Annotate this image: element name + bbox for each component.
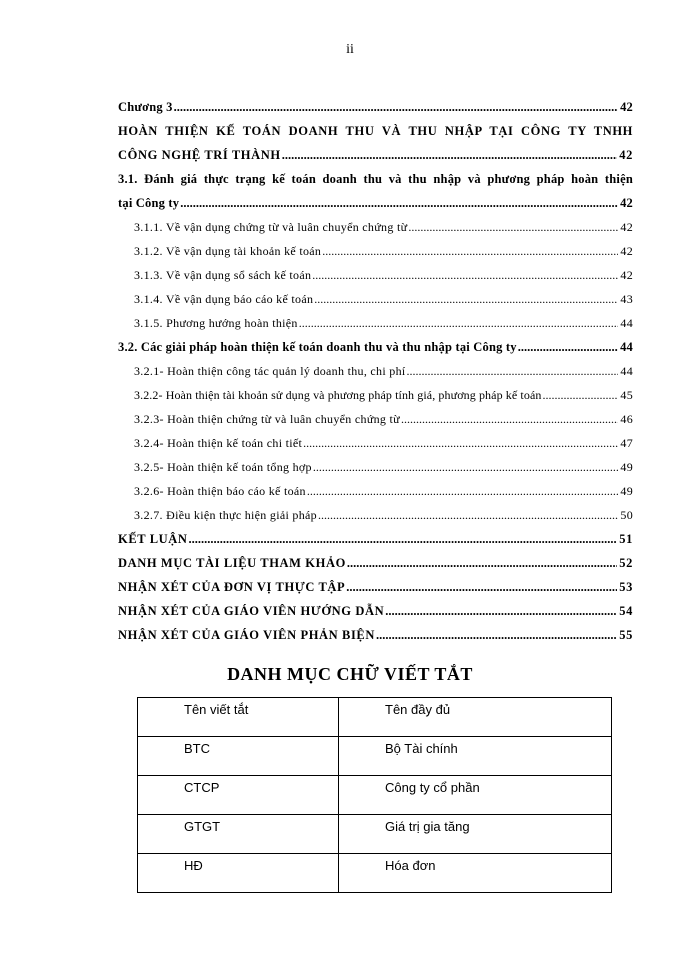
abbr-full: Hóa đơn [339,854,612,893]
toc-entry-page: 49 [620,484,633,498]
toc-entry-label: 3.2.5- Hoàn thiện kế toán tổng hợp [134,460,312,474]
toc-entry-reviewer-review[interactable] [118,623,633,647]
toc-leader-dots [518,335,618,359]
toc-leader-dots [385,599,617,623]
toc-entry-supervisor-review[interactable] [118,599,633,623]
abbr-short: GTGT [138,815,339,854]
toc-entry-3-2-6[interactable] [118,479,633,503]
toc-entry-label: KẾT LUẬN [118,532,188,546]
abbr-full: Bộ Tài chính [339,737,612,776]
toc-entry-page: 42 [620,220,633,234]
abbreviations-table [137,697,612,893]
toc-leader-dots [407,359,619,383]
toc-entry-3-2-4[interactable] [118,431,633,455]
toc-entry-page: 46 [620,412,633,426]
toc-entry-references[interactable] [118,551,633,575]
toc-entry-3-2[interactable] [118,335,633,359]
toc-entry-3-2-3[interactable] [118,407,633,431]
toc-leader-dots [299,311,619,335]
toc-leader-dots [401,407,618,431]
table-of-contents [118,95,633,647]
toc-leader-dots [376,623,617,647]
toc-entry-3-1-2[interactable] [118,239,633,263]
toc-entry-page: 45 [620,388,633,402]
toc-leader-dots [347,551,617,575]
toc-entry-page: 54 [619,604,633,618]
toc-entry-page: 44 [620,364,633,378]
header-short-name: Tên viết tắt [138,698,339,737]
toc-leader-dots [282,143,618,167]
toc-entry-label: 3.2.6- Hoàn thiện báo cáo kế toán [134,484,306,498]
abbr-full: Giá trị gia tăng [339,815,612,854]
toc-entry-3-2-5[interactable] [118,455,633,479]
toc-leader-dots [408,215,618,239]
toc-entry-page: 44 [620,340,633,354]
abbr-short: BTC [138,737,339,776]
toc-entry-label: DANH MỤC TÀI LIỆU THAM KHẢO [118,556,346,570]
toc-entry-page: 42 [619,148,633,162]
toc-entry-page: 55 [619,628,633,642]
toc-leader-dots [314,287,618,311]
toc-entry-3-1-line-2[interactable] [118,191,633,215]
toc-leader-dots [312,263,618,287]
toc-entry-label: tại Công ty [118,196,180,210]
toc-entry-3-1-4[interactable] [118,287,633,311]
toc-leader-dots [180,191,618,215]
toc-entry-page: 44 [620,316,633,330]
toc-entry-conclusion[interactable] [118,527,633,551]
abbr-full: Công ty cổ phần [339,776,612,815]
toc-entry-3-2-7[interactable] [118,503,633,527]
toc-leader-dots [189,527,618,551]
toc-entry-label: 3.1.1. Về vận dụng chứng từ và luân chuyển chứng từ [134,220,408,234]
toc-entry-label: CÔNG NGHỆ TRÍ THÀNH [118,148,281,162]
toc-entry-label: NHẬN XÉT CỦA GIÁO VIÊN PHẢN BIỆN [118,628,375,642]
toc-entry-page: 52 [619,556,633,570]
toc-leader-dots [307,479,619,503]
toc-entry-chapter-title-line-1[interactable] [118,119,633,143]
toc-entry-chapter-title-line-2[interactable] [118,143,633,167]
toc-entry-page: 42 [620,196,633,210]
toc-entry-label: 3.2.2- Hoàn thiện tài khoản sử dụng và phương pháp tính giá, phương pháp kế toán [134,388,542,402]
toc-entry-label: Chương 3 [118,100,173,114]
toc-leader-dots [542,383,618,407]
toc-entry-page: 49 [620,460,633,474]
toc-entry-label: 3.1.4. Về vận dụng báo cáo kế toán [134,292,314,306]
table-row [138,815,612,854]
toc-entry-label: 3.1.5. Phương hướng hoàn thiện [134,316,298,330]
toc-entry-3-2-1[interactable] [118,359,633,383]
toc-entry-label: NHẬN XÉT CỦA GIÁO VIÊN HƯỚNG DẪN [118,604,385,618]
toc-entry-page: 42 [620,100,633,114]
toc-entry-page: 47 [620,436,633,450]
toc-entry-label: 3.1. Đánh giá thực trạng kế toán doanh thu và thu nhập và phương pháp hoàn thiện [118,172,633,186]
toc-leader-dots [318,503,618,527]
toc-entry-label: 3.2.7. Điều kiện thực hiện giải pháp [134,508,317,522]
toc-entry-page: 42 [620,268,633,282]
table-row [138,737,612,776]
abbr-short: HĐ [138,854,339,893]
table-row [138,776,612,815]
toc-leader-dots [303,431,618,455]
toc-entry-page: 50 [620,508,633,522]
toc-entry-3-1-1[interactable] [118,215,633,239]
toc-entry-page: 51 [619,532,633,546]
toc-entry-label: 3.1.2. Về vận dụng tài khoản kế toán [134,244,322,258]
toc-entry-label: NHẬN XÉT CỦA ĐƠN VỊ THỰC TẬP [118,580,346,594]
toc-entry-label: 3.2.4- Hoàn thiện kế toán chi tiết [134,436,303,450]
toc-leader-dots [346,575,617,599]
toc-entry-3-2-2[interactable] [118,383,633,407]
toc-leader-dots [174,95,619,119]
toc-entry-label: 3.2.3- Hoàn thiện chứng từ và luân chuyển chứng từ [134,412,400,426]
toc-entry-label: HOÀN THIỆN KẾ TOÁN DOANH THU VÀ THU NHẬP TẠI CÔNG TY TNHH [118,124,633,138]
toc-entry-3-1-5[interactable] [118,311,633,335]
toc-entry-label: 3.2.1- Hoàn thiện công tác quản lý doanh thu, chi phí [134,364,406,378]
toc-entry-3-1-line-1[interactable] [118,167,633,191]
toc-leader-dots [322,239,618,263]
toc-entry-label: 3.2. Các giải pháp hoàn thiện kế toán doanh thu và thu nhập tại Công ty [118,340,517,354]
abbreviations-title: DANH MỤC CHỮ VIẾT TẮT [227,664,473,684]
page-number: ii [346,42,354,57]
toc-entry-label: 3.1.3. Về vận dụng sổ sách kế toán [134,268,312,282]
toc-entry-page: 53 [619,580,633,594]
table-row [138,854,612,893]
table-header-row [138,698,612,737]
toc-entry-page: 42 [620,244,633,258]
toc-entry-internship-review[interactable] [118,575,633,599]
toc-leader-dots [313,455,619,479]
toc-entry-page: 43 [620,292,633,306]
abbr-short: CTCP [138,776,339,815]
toc-entry-3-1-3[interactable] [118,263,633,287]
header-full-name: Tên đầy đủ [339,698,612,737]
toc-entry-chapter-3[interactable] [118,95,633,119]
